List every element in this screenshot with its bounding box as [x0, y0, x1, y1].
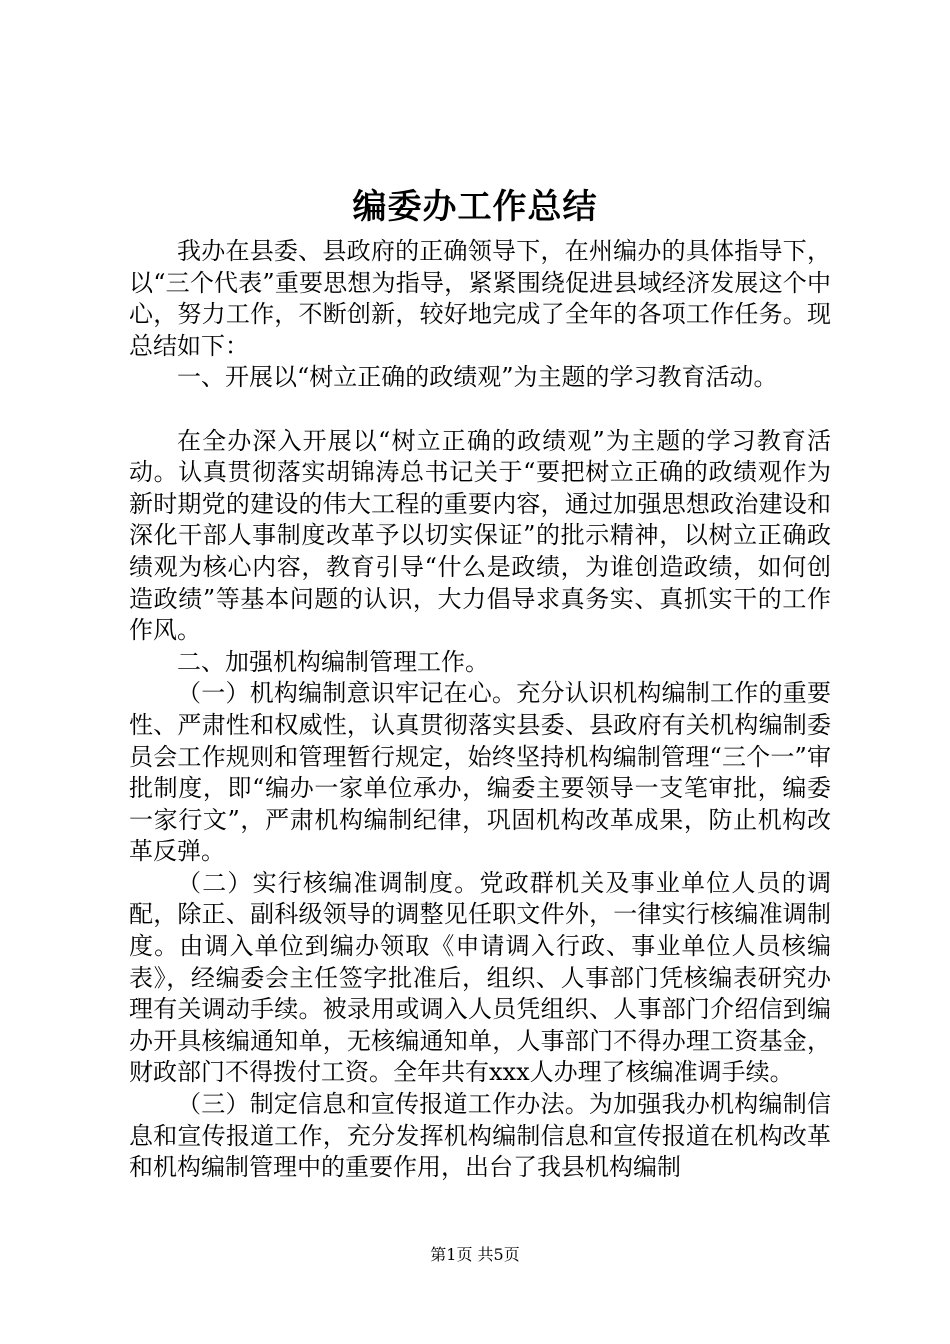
document-body [129, 236, 831, 1184]
paragraph-study: 在全办深入开展以“树立正确的政绩观”为主题的学习教育活动。认真贯彻落实胡锦涛总书记关于“要把树立正确的政绩观作为新时期党的建设的伟大工程的重要内容，通过加强思想政治建设和深化干部人事制度改革予以切实保证”的批示精神，以树立正确政绩观为核心内容，教育引导“什么是政绩，为谁创造政绩，如何创造政绩”等基本问题的认识，大力倡导求真务实、真抓实干的工作作风。 [129, 426, 831, 645]
paragraph-intro: 我办在县委、县政府的正确领导下，在州编办的具体指导下，以“三个代表”重要思想为指导，紧紧围绕促进县域经济发展这个中心，努力工作，不断创新，较好地完成了全年的各项工作任务。现总结如下： [129, 237, 831, 360]
paragraph-item-2: （二）实行核编准调制度。党政群机关及事业单位人员的调配，除正、副科级领导的调整见任职文件外，一律实行核编准调制度。由调入单位到编办领取《申请调入行政、事业单位人员核编表》，经编委会主任签字批准后，组织、人事部门凭核编表研究办理有关调动手续。被录用或调入人员凭组织、人事部门介绍信到编办开具核编通知单，无核编通知单，人事部门不得办理工资基金，财政部门不得拨付工资。全年共有xxx人办理了核编准调手续。 [129, 868, 831, 1087]
document-title: 编委办工作总结 [352, 187, 598, 227]
section-heading-2: 二、加强机构编制管理工作。 [177, 647, 489, 676]
page-number-footer: 第1页 共5页 [430, 1245, 520, 1264]
paragraph-item-3: （三）制定信息和宣传报道工作办法。为加强我办机构编制信息和宣传报道工作，充分发挥机构编制信息和宣传报道在机构改革和机构编制管理中的重要作用，出台了我县机构编制 [129, 1090, 831, 1182]
paragraph-item-1: （一）机构编制意识牢记在心。充分认识机构编制工作的重要性、严肃性和权威性，认真贯彻落实县委、县政府有关机构编制委员会工作规则和管理暂行规定，始终坚持机构编制管理“三个一”审批制度，即“编办一家单位承办，编委主要领导一支笔审批，编委一家行文”，严肃机构编制纪律，巩固机构改革成果，防止机构改革反弹。 [129, 679, 831, 866]
section-heading-1: 一、开展以“树立正确的政绩观”为主题的学习教育活动。 [177, 363, 778, 392]
